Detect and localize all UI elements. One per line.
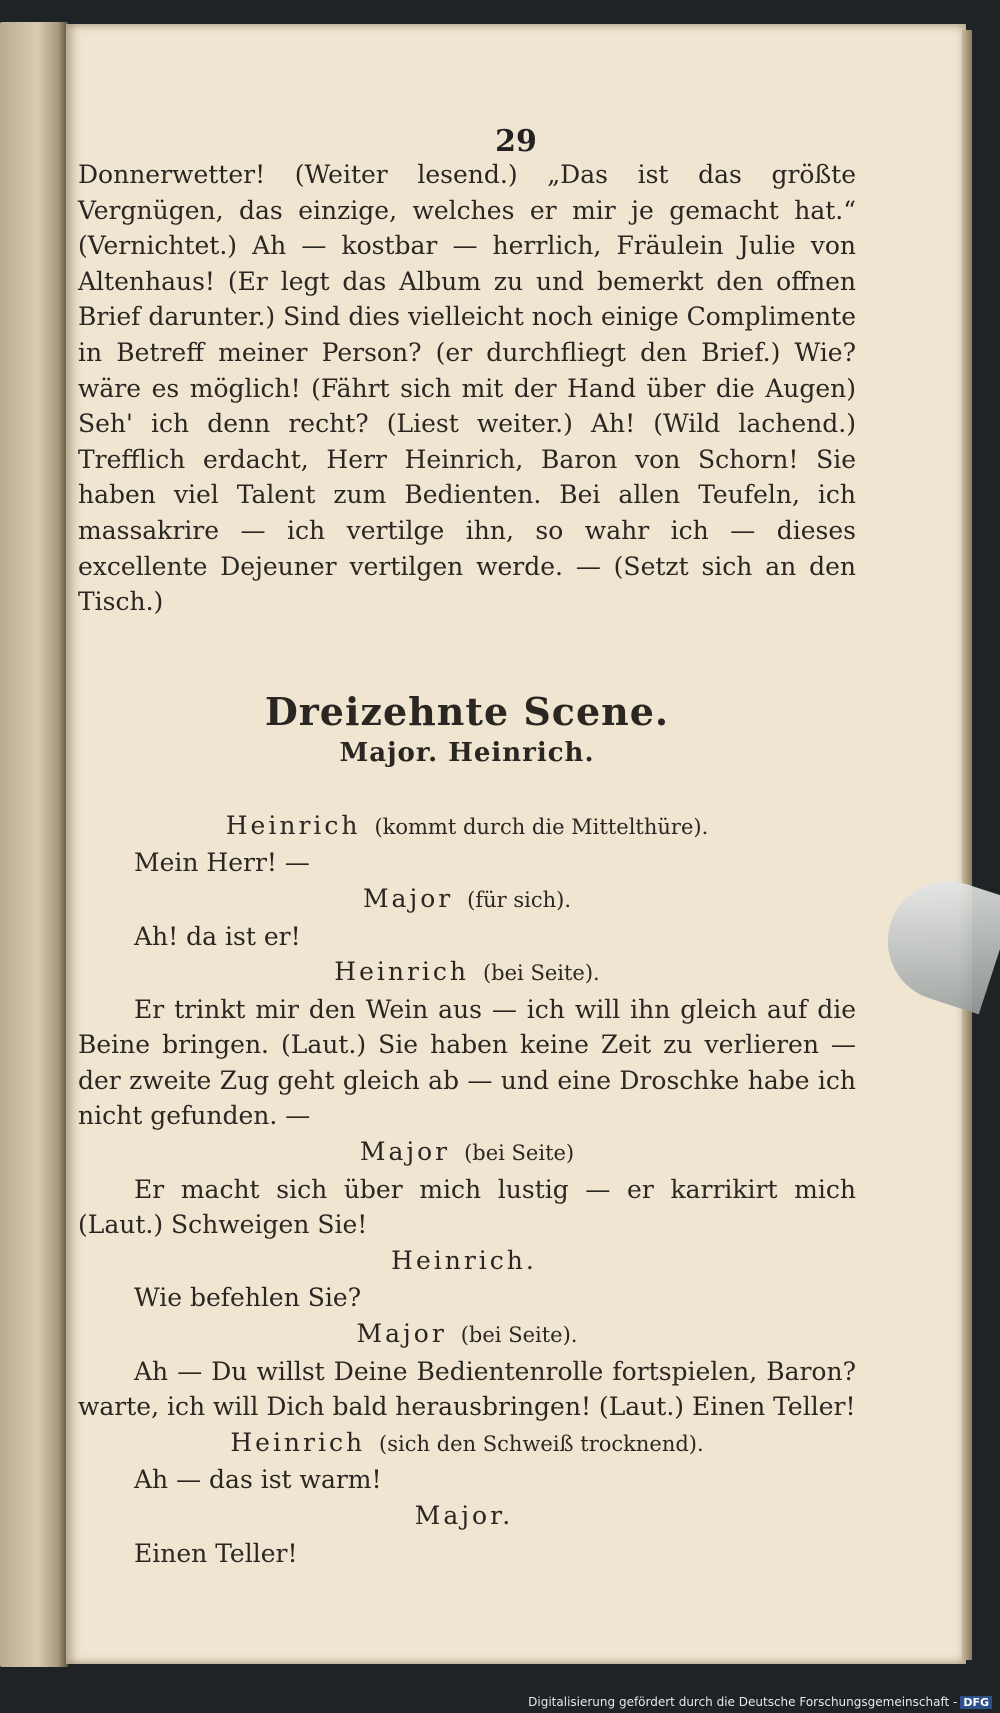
speaker-heading [78, 1498, 856, 1536]
stage-direction: (bei Seite). [460, 1323, 578, 1348]
speaker-heading [78, 1243, 856, 1281]
page-number: 29 [495, 124, 537, 159]
footer-text: Digitalisierung gefördert durch die Deutsche Forschungsgemeinschaft - [528, 1695, 958, 1709]
speaker-heading [78, 954, 856, 992]
opening-paragraph: Donnerwetter! (Weiter lesend.) „Das ist das größte Vergnügen, das einzige, welches er mir je gemacht hat.“ (Vernichtet.) Ah — kostbar — herrlich, Fräulein Julie von Altenhaus! (Er legt das Album zu und bemerkt den offnen Brief darunter.) Sind dies vielleicht noch einige Complimente in Betreff meiner Person? (er durchfliegt den Brief.) Wie? wäre es möglich! (Fährt sich mit der Hand über die Augen) Seh' ich denn recht? (Liest weiter.) Ah! (Wild lachend.) Trefflich erdacht, Herr Heinrich, Baron von Schorn! Sie haben viel Talent zum Bedienten. Bei allen Teufeln, ich massakrire — ich vertilge ihn, so wahr ich — dieses excellente Dejeuner vertilgen werde. — (Setzt sich an den Tisch.) [78, 160, 856, 617]
speaker-heading [78, 881, 856, 919]
right-page-edge [962, 30, 972, 1660]
dialogue-block [78, 808, 856, 1571]
stage-direction: (kommt durch die Mittelthüre). [374, 814, 709, 839]
dialogue-line: Er trinkt mir den Wein aus — ich will ihn gleich auf die Beine bringen. (Laut.) Sie haben keine Zeit zu verlieren — der zweite Zug geht gleich ab — und eine Droschke habe ich nicht gefunden. — [78, 994, 856, 1131]
speaker-heading [78, 1134, 856, 1172]
dialogue-line: Er macht sich über mich lustig — er karrikirt mich (Laut.) Schweigen Sie! [78, 1174, 856, 1240]
digitization-footer [528, 1695, 992, 1709]
left-page-edges [0, 22, 68, 1667]
stage-direction: (bei Seite) [464, 1141, 575, 1166]
speaker-name: Heinrich [225, 810, 361, 840]
speaker-name: Heinrich [230, 1427, 366, 1457]
speaker-heading [78, 808, 856, 846]
dialogue-line: Einen Teller! [134, 1538, 298, 1568]
speaker-name: Heinrich. [391, 1245, 537, 1275]
speaker-name: Major. [414, 1501, 514, 1530]
speaker-name: Major [356, 1319, 447, 1349]
dialogue-line: Ah! da ist er! [134, 921, 301, 951]
speaker-name: Major [362, 883, 454, 913]
stage-direction: (bei Seite). [482, 961, 600, 986]
speaker-name: Heinrich [334, 957, 470, 987]
page-text [78, 157, 856, 1571]
stage-direction: (sich den Schweiß trocknend). [379, 1431, 704, 1456]
speaker-heading [78, 1425, 856, 1463]
dfg-logo: DFG [960, 1696, 992, 1709]
dialogue-line: Ah — Du willst Deine Bedientenrolle fortspielen, Baron? warte, ich will Dich bald herausbringen! (Laut.) Einen Teller! [78, 1356, 856, 1422]
dialogue-line: Ah — das ist warm! [134, 1465, 382, 1495]
scene-cast: Major. Heinrich. [339, 737, 595, 768]
scene-title: Dreizehnte Scene. [264, 688, 670, 734]
dialogue-line: Mein Herr! — [134, 848, 310, 878]
stage-direction: (für sich). [467, 887, 572, 912]
speaker-heading [78, 1316, 856, 1354]
dialogue-line: Wie befehlen Sie? [134, 1283, 362, 1313]
speaker-name: Major [359, 1137, 451, 1167]
